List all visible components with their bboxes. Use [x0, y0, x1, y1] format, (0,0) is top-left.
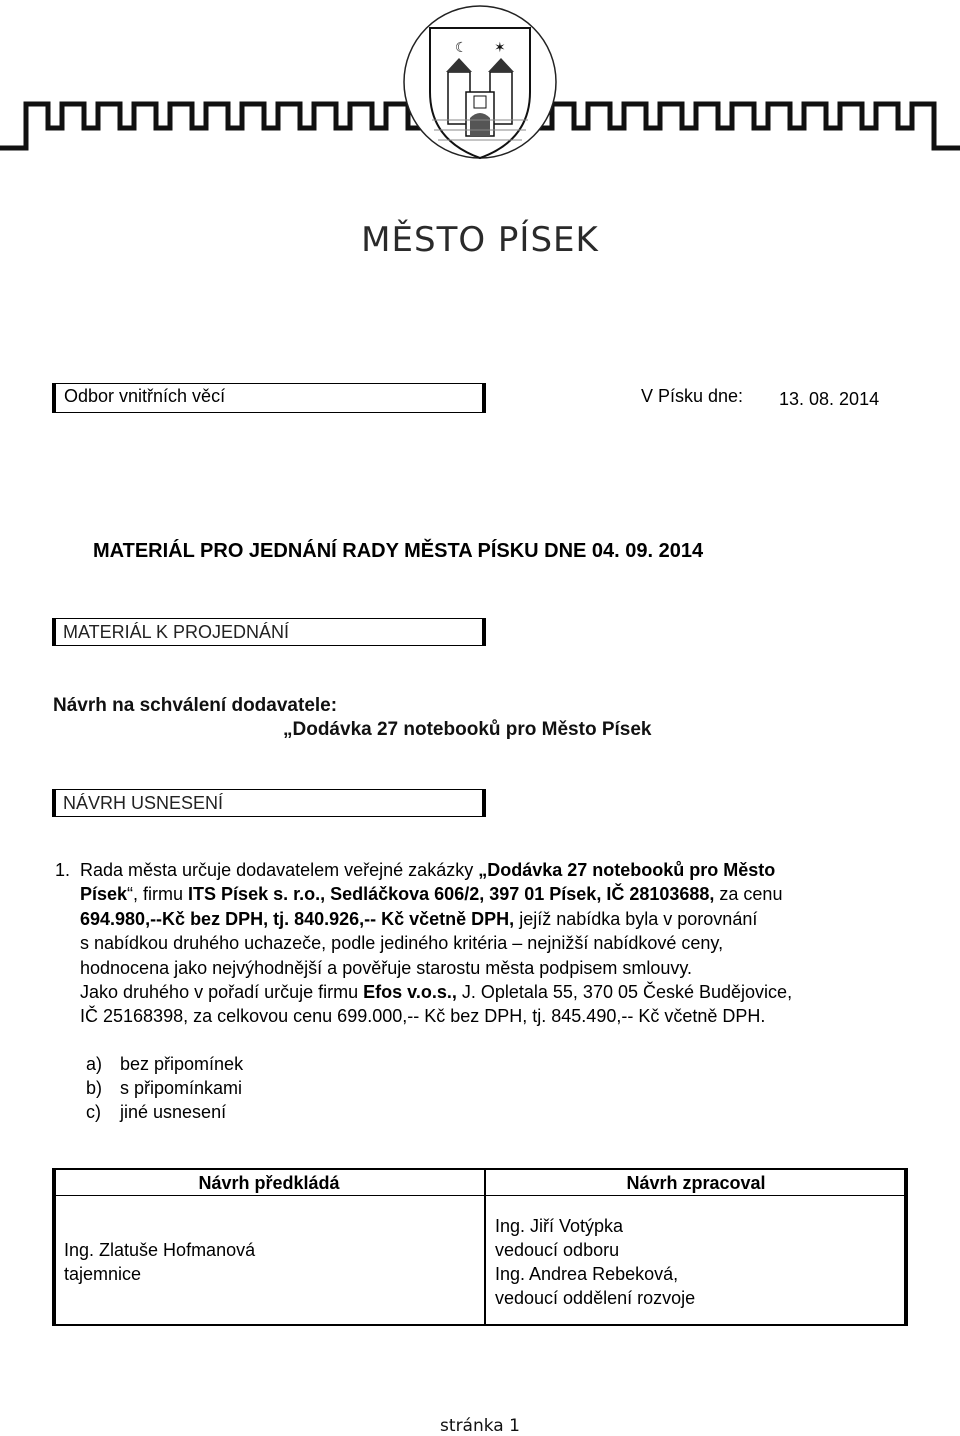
- resolution-text: [55, 858, 925, 1029]
- resolution-line: [55, 858, 925, 882]
- proposal-subject: „Dodávka 27 notebooků pro Město Písek: [283, 719, 652, 740]
- option-letter: a): [86, 1054, 103, 1074]
- resolution-line: hodnocena jako nejvýhodnější a pověřuje starostu města podpisem smlouvy.: [80, 957, 693, 978]
- prepared-by-heading: Návrh zpracoval: [626, 1173, 766, 1193]
- svg-text:✶: ✶: [494, 40, 506, 56]
- prepared-by: [495, 1214, 695, 1310]
- resolution-label: NÁVRH USNESENÍ: [63, 793, 224, 813]
- resolution-line: [55, 882, 925, 906]
- submitted-by-name: Ing. Zlatuše Hofmanová: [64, 1240, 256, 1260]
- table-divider: [52, 1195, 908, 1196]
- city-name: MĚSTO PÍSEK: [361, 220, 599, 260]
- resolution-text-part: jejíž nabídka byla v porovnání: [514, 908, 758, 929]
- resolution-text-part: za cenu: [714, 884, 783, 905]
- svg-text:☾: ☾: [455, 40, 468, 56]
- material-label: MATERIÁL K PROJEDNÁNÍ: [63, 622, 290, 642]
- resolution-text-bold: Efos v.o.s.,: [363, 982, 457, 1003]
- prepared-by-name: Ing. Jiří Votýpka: [495, 1216, 624, 1236]
- resolution-number: 1.: [55, 860, 71, 880]
- option-text: jiné usnesení: [120, 1102, 227, 1122]
- option-text: s připomínkami: [120, 1078, 243, 1098]
- resolution-line: s nabídkou druhého uchazeče, podle jediného kritéria – nejnižší nabídkové ceny,: [80, 933, 724, 954]
- resolution-line: IČ 25168398, za celkovou cenu 699.000,-- Kč bez DPH, tj. 845.490,-- Kč včetně DPH.: [80, 1006, 766, 1027]
- option-item: [86, 1054, 243, 1075]
- prepared-by-role: vedoucí oddělení rozvoje: [495, 1288, 696, 1308]
- resolution-line: [55, 907, 925, 931]
- prepared-by-role: vedoucí odboru: [495, 1240, 620, 1260]
- submitted-by-heading: Návrh předkládá: [198, 1173, 340, 1193]
- date-label: V Písku dne:: [641, 386, 744, 406]
- option-letter: b): [86, 1078, 103, 1098]
- resolution-text-bold: Písek: [80, 884, 128, 905]
- meeting-title: MATERIÁL PRO JEDNÁNÍ RADY MĚSTA PÍSKU DNE 04. 09. 2014: [93, 540, 704, 562]
- resolution-text-part: “, firmu: [127, 884, 189, 905]
- option-item: [86, 1078, 242, 1099]
- city-crest-logo: [0, 0, 960, 190]
- submitted-by: [64, 1238, 255, 1286]
- option-item: [86, 1102, 226, 1123]
- prepared-by-name: Ing. Andrea Rebeková,: [495, 1264, 679, 1284]
- page-number: stránka 1: [440, 1416, 520, 1436]
- resolution-text-bold: ITS Písek s. r.o., Sedláčkova 606/2, 397 01 Písek, IČ 28103688,: [188, 884, 715, 905]
- proposal-heading: Návrh na schválení dodavatele:: [53, 695, 338, 716]
- date-value: 13. 08. 2014: [779, 389, 880, 409]
- resolution-text-part: J. Opletala 55, 370 05 České Budějovice,: [456, 982, 793, 1003]
- submitted-by-role: tajemnice: [64, 1264, 142, 1284]
- option-text: bez připomínek: [120, 1054, 244, 1074]
- department-name: Odbor vnitřních věcí: [64, 386, 226, 406]
- resolution-text-part: Rada města určuje dodavatelem veřejné zakázky: [80, 860, 479, 880]
- resolution-text-part: Jako druhého v pořadí určuje firmu: [80, 982, 364, 1003]
- option-letter: c): [86, 1102, 101, 1122]
- resolution-text-bold: 694.980,--Kč bez DPH, tj. 840.926,-- Kč včetně DPH,: [80, 908, 515, 929]
- resolution-text-bold: „Dodávka 27 notebooků pro Město: [478, 860, 776, 880]
- resolution-line: [55, 980, 925, 1004]
